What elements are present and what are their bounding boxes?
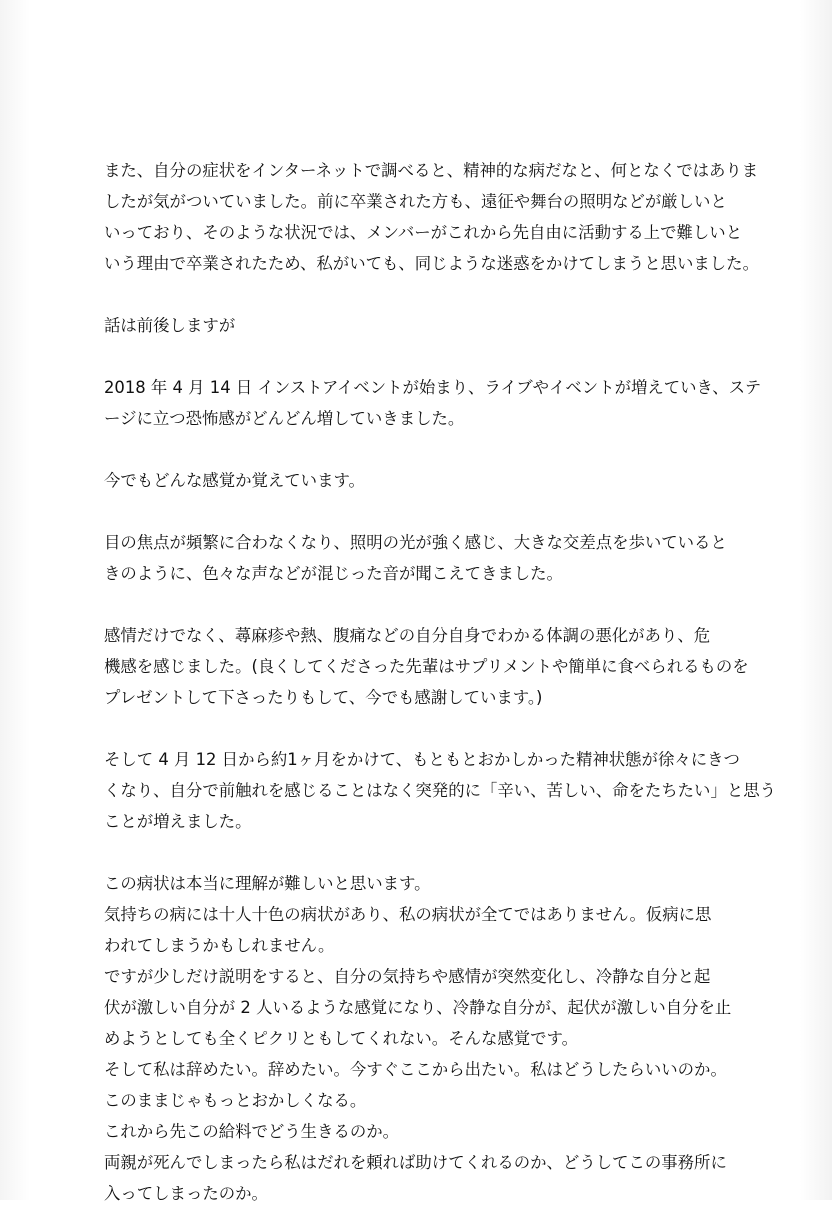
text-line: 気持ちの病には十人十色の病状があり、私の病状が全てではありません。仮病に思 [104,905,712,924]
text-line: 機感を感じました。(良くしてくださった先輩はサプリメントや簡単に食べられるものを [104,657,749,676]
text-line: これから先この給料でどう生きるのか。 [104,1122,400,1141]
text-line: 話は前後しますが [104,316,236,335]
text-line: 2018 年 4 月 14 日 インストアイベントが始まり、ライブやイベントが増えていき、ステ [104,378,762,397]
paragraph-sensory-symptoms [104,527,727,589]
paragraph-memory [104,465,724,496]
paragraph-physical-symptoms [104,620,749,713]
text-line: 目の焦点が頻繁に合わなくなり、照明の光が強く感じ、大きな交差点を歩いていると [104,533,727,552]
text-line: プレゼントして下さったりもして、今でも感謝しています。) [104,688,543,707]
text-line: 感情だけでなく、蕁麻疹や熱、腹痛などの自分自身でわかる体調の悪化があり、危 [104,626,711,645]
text-line: また、自分の症状をインターネットで調べると、精神的な病だなと、何となくではありま [104,161,759,180]
text-line: 伏が激しい自分が 2 人いるような感覚になり、冷静な自分が、起伏が激しい自分を止 [104,998,732,1017]
text-line: この病状は本当に理解が難しいと思います。 [104,874,431,893]
text-line: 両親が死んでしまったら私はだれを頼れば助けてくれるのか、どうしてこの事務所に [104,1153,727,1172]
paragraph-mental-state [104,744,777,837]
text-line: ですが少しだけ説明をすると、自分の気持ちや感情が突然変化し、冷静な自分と起 [104,967,711,986]
text-line: 入ってしまったのか。 [104,1184,268,1203]
text-line: めようとしても全くピクリともしてくれない。そんな感覚です。 [104,1029,579,1048]
text-line: そして 4 月 12 日から約1ヶ月をかけて、もともとおかしかった精神状態が徐々にきつ [104,750,740,769]
text-line: 今でもどんな感覚か覚えています。 [104,471,365,490]
paragraph-transition [104,310,724,341]
text-line: このままじゃもっとおかしくなる。 [104,1091,367,1110]
text-line: くなり、自分で前触れを感じることはなく突発的に「辛い、苦しい、命をたちたい」と思う [104,781,777,800]
text-line: ージに立つ恐怖感がどんどん増していきました。 [104,409,465,428]
paragraph-store-event-start [104,372,762,434]
text-line: したが気がついていました。前に卒業された方も、遠征や舞台の照明などが厳しいと [104,192,727,211]
document-body [104,155,777,1209]
paragraph-symptoms-research [104,155,759,279]
text-line: いう理由で卒業されたため、私がいても、同じような迷惑をかけてしまうと思いました。 [104,254,759,273]
text-line: いっており、そのような状況では、メンバーがこれから先自由に活動する上で難しいと [104,223,743,242]
text-line: そして私は辞めたい。辞めたい。今すぐここから出たい。私はどうしたらいいのか。 [104,1060,727,1079]
text-line: われてしまうかもしれません。 [104,936,335,955]
text-line: ことが増えました。 [104,812,252,831]
paragraph-explanation [104,868,732,1209]
text-line: きのように、色々な声などが混じった音が聞こえてきました。 [104,564,563,583]
